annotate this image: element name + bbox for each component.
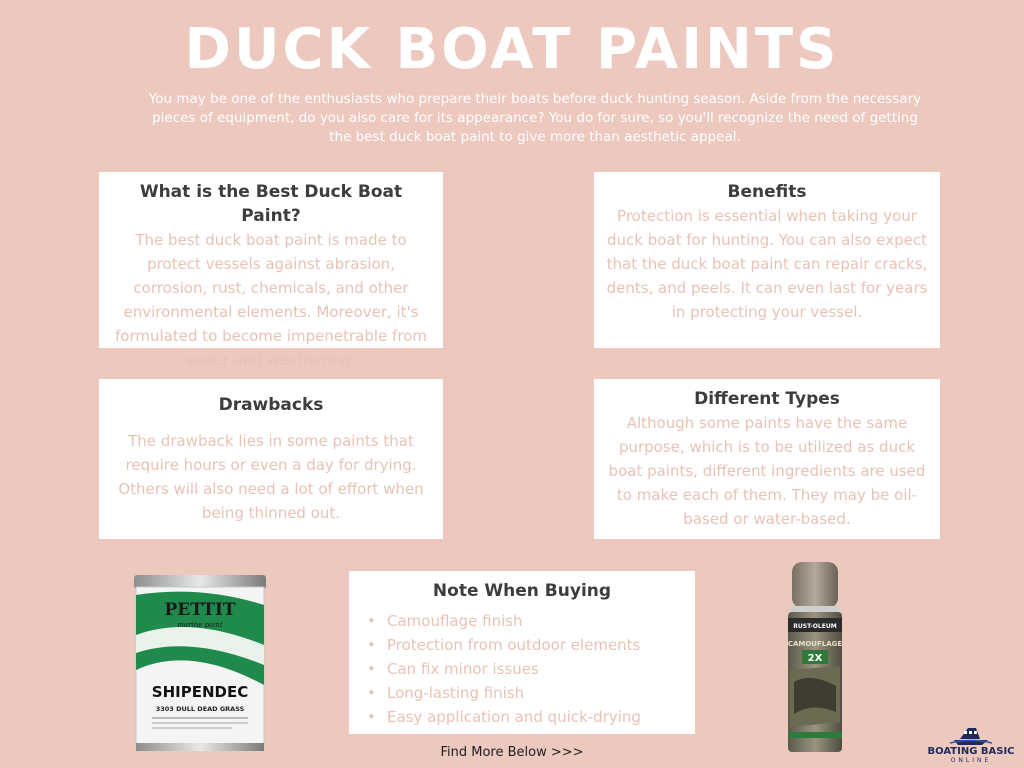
note-item-text: Easy application and quick-drying bbox=[387, 708, 641, 726]
logo-name: BOATING BASIC bbox=[927, 746, 1015, 757]
spray-badge-label: 2X bbox=[807, 653, 823, 664]
card-benefits bbox=[594, 172, 940, 348]
note-item-text: Protection from outdoor elements bbox=[387, 636, 641, 654]
card-note-title: Note When Buying bbox=[432, 581, 612, 601]
paint-color-label: 3303 DULL DEAD GRASS bbox=[155, 705, 245, 713]
bullet-icon: • bbox=[367, 684, 376, 702]
bullet-icon: • bbox=[367, 660, 376, 678]
intro-text: You may be one of the enthusiasts who prepare their boats before duck hunting season. Aside from the necessary pieces of equipment, do you also care for its appearance? You do for sure, so you'll recognize the need of getting the best duck boat paint to give more than aesthetic appeal. bbox=[148, 91, 922, 145]
spray-brand-label: RUST-OLEUM bbox=[793, 623, 837, 630]
note-list bbox=[363, 609, 681, 729]
spray-can-image bbox=[780, 562, 850, 757]
card-best-paint bbox=[99, 172, 443, 369]
card-best-paint-title: What is the Best Duck Boat Paint? bbox=[139, 182, 403, 226]
bullet-icon: • bbox=[367, 636, 376, 654]
note-item-text: Long-lasting finish bbox=[387, 684, 525, 702]
bullet-icon: • bbox=[367, 612, 376, 630]
find-more-link[interactable]: Find More Below >>> bbox=[440, 745, 584, 760]
note-list-item bbox=[367, 657, 681, 681]
note-item-text: Can fix minor issues bbox=[387, 660, 539, 678]
boating-basic-logo bbox=[924, 724, 1018, 764]
note-list-item bbox=[367, 633, 681, 657]
note-list-item bbox=[367, 705, 681, 729]
logo-subtitle: ONLINE bbox=[950, 757, 992, 764]
card-types-body: Although some paints have the same purpose, which is to be utilized as duck boat paints, different ingredients are used to make each of them. They may be oil-based or water-based. bbox=[608, 414, 926, 528]
card-benefits-title: Benefits bbox=[727, 182, 807, 202]
card-drawbacks-title: Drawbacks bbox=[218, 395, 324, 415]
card-types-title: Different Types bbox=[694, 389, 840, 409]
note-list-item bbox=[367, 609, 681, 633]
card-drawbacks bbox=[99, 379, 443, 539]
card-different-types bbox=[594, 379, 940, 539]
paint-can-image bbox=[130, 575, 270, 755]
card-note-when-buying bbox=[349, 571, 695, 734]
spray-product-label: CAMOUFLAGE bbox=[787, 640, 843, 648]
boat-logo-icon bbox=[924, 724, 1018, 746]
bullet-icon: • bbox=[367, 708, 376, 726]
paint-tagline-label: marine paint bbox=[177, 621, 223, 629]
note-item-text: Camouflage finish bbox=[387, 612, 523, 630]
page-title: DUCK BOAT PAINTS bbox=[184, 17, 840, 82]
paint-product-label: SHIPENDEC bbox=[151, 683, 249, 701]
card-drawbacks-body: The drawback lies in some paints that require hours or even a day for drying. Others will also need a lot of effort when being thinned out. bbox=[118, 432, 424, 522]
card-best-paint-body: The best duck boat paint is made to protect vessels against abrasion, corrosion, rust, chemicals, and other environmental elements. Moreover, it's formulated to become impenetrable from water and weathering. bbox=[115, 231, 427, 369]
note-list-item bbox=[367, 681, 681, 705]
paint-brand-label: PETTIT bbox=[164, 600, 236, 620]
card-benefits-body: Protection is essential when taking your duck boat for hunting. You can also expect that the duck boat paint can repair cracks, dents, and peels. It can even last for years in protecting your vessel. bbox=[606, 207, 928, 321]
